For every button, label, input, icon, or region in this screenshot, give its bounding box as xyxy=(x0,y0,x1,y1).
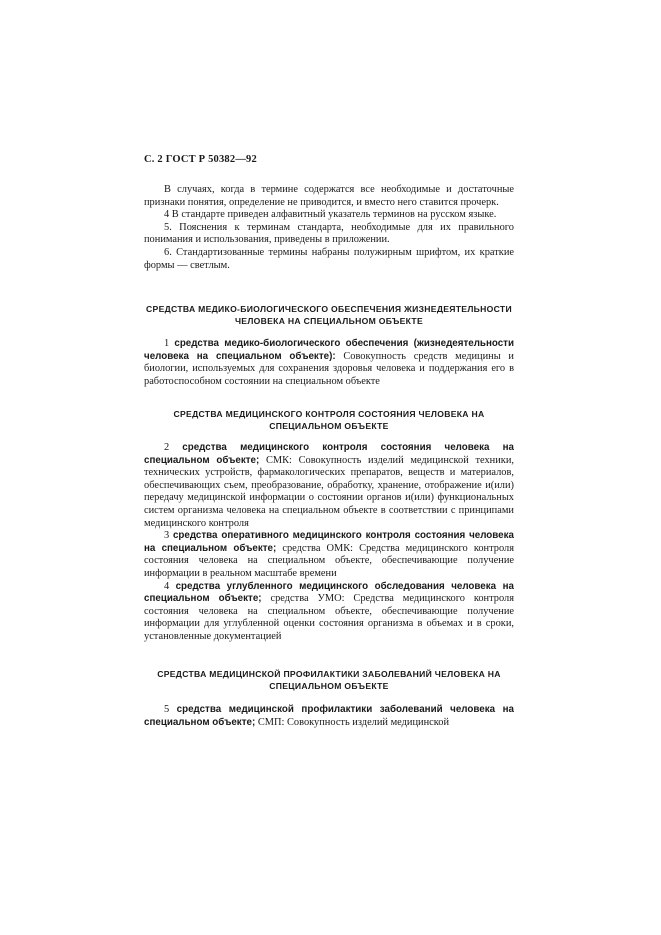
term-definition: средства УМО: Средства медицинского контроля состояния человека на специальном объекте, обеспечивающие получение информации для углубленной оценки состояния организма в объемах и в сроки, установленные документацией xyxy=(144,593,514,642)
term-name: средства медико-биологического обеспечения (жизнедеятельности человека на специальном объекте): xyxy=(144,338,514,362)
intro-notes xyxy=(144,184,514,272)
term-entry xyxy=(144,704,514,729)
intro-paragraph: 6. Стандартизованные термины набраны полужирным шрифтом, их краткие формы — светлым. xyxy=(144,246,514,271)
intro-paragraph: 4 В стандарте приведен алфавитный указатель терминов на русском языке. xyxy=(164,209,497,221)
term-entry xyxy=(144,530,514,580)
term-number: 4 xyxy=(164,580,170,592)
term-number: 1 xyxy=(164,338,170,349)
term-name: средства медицинского контроля состояния человека на специальном объекте; xyxy=(144,442,514,466)
section-heading: СРЕДСТВА МЕДИКО-БИОЛОГИЧЕСКОГО ОБЕСПЕЧЕНИЯ ЖИЗНЕДЕЯТЕЛЬНОСТИ ЧЕЛОВЕКА НА СПЕЦИАЛЬНОМ ОБЪЕКТЕ xyxy=(146,304,512,326)
section-heading: СРЕДСТВА МЕДИЦИНСКОЙ ПРОФИЛАКТИКИ ЗАБОЛЕВАНИЙ ЧЕЛОВЕКА НА СПЕЦИАЛЬНОМ ОБЪЕКТЕ xyxy=(157,669,501,691)
term-number: 2 xyxy=(164,442,170,453)
term-definition: Совокупность средств медицины и биологии, используемых для сохранения здоровья человека и поддержания его в работоспособном состоянии на специальном объекте xyxy=(144,350,514,387)
term-entry xyxy=(144,338,514,388)
term-name: средства медицинской профилактики заболеваний человека на специальном объекте; xyxy=(144,704,514,728)
section-heading: СРЕДСТВА МЕДИЦИНСКОГО КОНТРОЛЯ СОСТОЯНИЯ ЧЕЛОВЕКА НА СПЕЦИАЛЬНОМ ОБЪЕКТЕ xyxy=(173,409,485,431)
page-header: С. 2 ГОСТ Р 50382—92 xyxy=(144,154,257,165)
term-number: 5 xyxy=(164,704,170,715)
intro-paragraph: В случаях, когда в термине содержатся все необходимые и достаточные признаки понятия, определение не приводится, и вместо него ставится прочерк. xyxy=(144,184,514,208)
term-block xyxy=(144,704,514,729)
term-name: средства оперативного медицинского контроля состояния человека на специальном объекте; xyxy=(144,530,514,554)
term-definition: средства ОМК: Средства медицинского контроля состояния человека на специальном объекте, обеспечивающие получение информации в реальном масштабе времени xyxy=(144,542,514,579)
term-name: средства углубленного медицинского обследования человека на специальном объекте; xyxy=(144,580,514,605)
term-entry xyxy=(144,442,514,530)
term-number: 3 xyxy=(164,530,170,542)
term-block xyxy=(144,338,514,388)
term-definition: СМП: Совокупность изделий медицинской xyxy=(257,716,450,728)
term-entry xyxy=(144,581,514,644)
intro-paragraph: 5. Пояснения к терминам стандарта, необходимые для их правильного понимания и использования, приведены в приложении. xyxy=(144,221,514,246)
term-block xyxy=(144,442,514,644)
term-definition: СМК: Совокупность изделий медицинской техники, технических устройств, фармакологических препаратов, веществ и материалов, обеспечивающих съем, преобразование, обработку, хранение, отображение и(или) передачу медицинской информации о состоянии органов и(или) функциональных систем организма человека на специальном объекте в соответствии с принципами медицинского контроля xyxy=(144,454,514,529)
